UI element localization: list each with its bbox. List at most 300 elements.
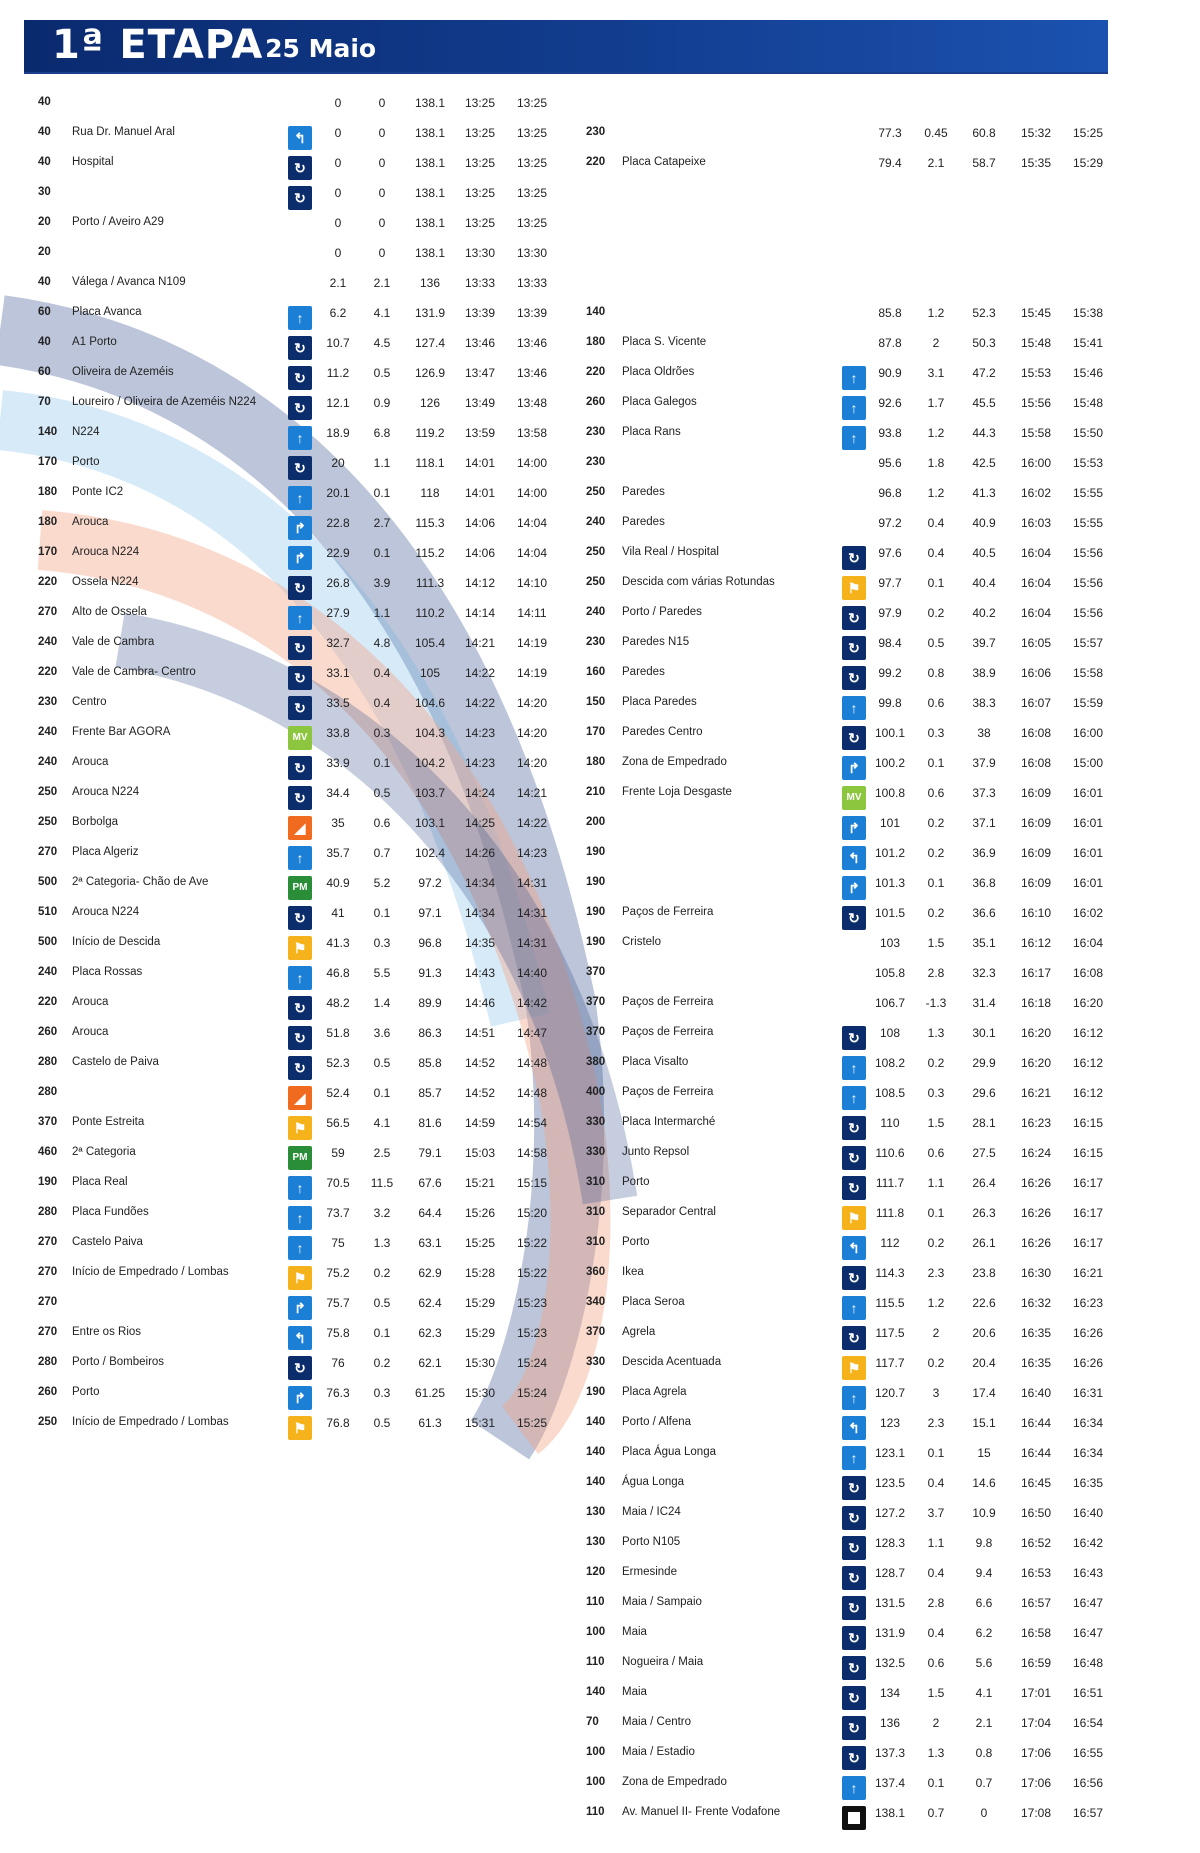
km-remaining: 9.4 xyxy=(975,1566,993,1580)
altitude: 230 xyxy=(586,636,606,648)
time-fast: 13:25 xyxy=(464,186,496,200)
location-name: Placa S. Vicente xyxy=(622,336,707,348)
km-covered: 99.2 xyxy=(878,666,902,680)
altitude: 310 xyxy=(586,1176,606,1188)
itinerary-row xyxy=(578,688,1138,718)
itinerary-row xyxy=(578,1408,1138,1438)
km-partial: 2 xyxy=(932,1326,940,1340)
time-fast: 16:08 xyxy=(1020,756,1052,770)
km-partial: 0.1 xyxy=(927,1206,945,1220)
itinerary-row xyxy=(578,328,1138,358)
time-slow: 13:25 xyxy=(516,96,548,110)
km-covered: 128.3 xyxy=(874,1536,906,1550)
time-fast: 14:52 xyxy=(464,1056,496,1070)
km-remaining: 0.7 xyxy=(975,1776,993,1790)
km-partial: 0.2 xyxy=(927,816,945,830)
itinerary-row xyxy=(24,928,584,958)
location-name: Placa Real xyxy=(72,1176,128,1188)
time-fast: 16:35 xyxy=(1020,1356,1052,1370)
location-name: Ponte IC2 xyxy=(72,486,124,498)
km-partial: 2.1 xyxy=(373,276,391,290)
altitude: 170 xyxy=(38,546,58,558)
km-partial: 0.1 xyxy=(373,546,391,560)
km-partial: 0.1 xyxy=(373,1086,391,1100)
sprint-icon: MV xyxy=(288,726,312,750)
km-remaining: 28.1 xyxy=(972,1116,996,1130)
time-fast: 16:45 xyxy=(1020,1476,1052,1490)
location-name: Arouca N224 xyxy=(72,546,140,558)
km-partial: 2.1 xyxy=(927,156,945,170)
time-slow: 15:15 xyxy=(516,1176,548,1190)
itinerary-row xyxy=(24,868,584,898)
km-remaining: 37.3 xyxy=(972,786,996,800)
time-slow: 15:22 xyxy=(516,1266,548,1280)
itinerary-row xyxy=(578,1558,1138,1588)
itinerary-row xyxy=(578,1798,1138,1828)
km-covered: 52.4 xyxy=(326,1086,350,1100)
itinerary-row xyxy=(578,1468,1138,1498)
location-name: Placa Rans xyxy=(622,426,681,438)
location-name: Vila Real / Hospital xyxy=(622,546,719,558)
roundabout-icon: ↻ xyxy=(288,366,312,390)
time-fast: 15:03 xyxy=(464,1146,496,1160)
itinerary-row xyxy=(24,268,584,298)
km-covered: 97.7 xyxy=(878,576,902,590)
km-remaining: 38 xyxy=(977,726,991,740)
roundabout-icon: ↻ xyxy=(842,1536,866,1560)
time-slow: 15:25 xyxy=(1072,126,1104,140)
time-slow: 13:58 xyxy=(516,426,548,440)
roundabout-icon: ↻ xyxy=(842,1656,866,1680)
km-partial: 1.2 xyxy=(927,1296,945,1310)
time-fast: 13:49 xyxy=(464,396,496,410)
km-partial: 0.7 xyxy=(927,1806,945,1820)
altitude: 190 xyxy=(586,906,606,918)
right-turn-icon: ↱ xyxy=(842,756,866,780)
km-partial: 0.4 xyxy=(927,546,945,560)
altitude: 190 xyxy=(586,1386,606,1398)
altitude: 250 xyxy=(586,486,606,498)
itinerary-row xyxy=(578,568,1138,598)
time-slow: 15:58 xyxy=(1072,666,1104,680)
time-fast: 16:03 xyxy=(1020,516,1052,530)
time-slow: 16:01 xyxy=(1072,786,1104,800)
time-slow: 16:01 xyxy=(1072,876,1104,890)
altitude: 400 xyxy=(586,1086,606,1098)
time-slow: 14:54 xyxy=(516,1116,548,1130)
time-fast: 14:51 xyxy=(464,1026,496,1040)
km-covered: 0 xyxy=(334,96,342,110)
km-remaining: 37.9 xyxy=(972,756,996,770)
altitude: 230 xyxy=(586,126,606,138)
altitude: 250 xyxy=(586,546,606,558)
time-slow: 15:50 xyxy=(1072,426,1104,440)
km-remaining: 44.3 xyxy=(972,426,996,440)
altitude: 180 xyxy=(38,486,58,498)
location-name: Entre os Rios xyxy=(72,1326,142,1338)
location-name: Arouca xyxy=(72,516,109,528)
itinerary-row xyxy=(578,1648,1138,1678)
roundabout-icon: ↻ xyxy=(288,576,312,600)
stage-title: 1ª ETAPA xyxy=(52,22,264,68)
km-partial: 0.1 xyxy=(927,876,945,890)
altitude: 510 xyxy=(38,906,58,918)
km-partial: 3.2 xyxy=(373,1206,391,1220)
title-banner xyxy=(24,20,1108,73)
km-remaining: 39.7 xyxy=(972,636,996,650)
itinerary-row xyxy=(578,718,1138,748)
left-turn-icon: ↰ xyxy=(842,846,866,870)
km-partial: 0.2 xyxy=(927,906,945,920)
altitude: 100 xyxy=(586,1746,606,1758)
warning-flag-icon: ⚑ xyxy=(288,1416,312,1440)
km-covered: 120.7 xyxy=(874,1386,906,1400)
location-name: Arouca N224 xyxy=(72,786,140,798)
altitude: 370 xyxy=(586,1326,606,1338)
roundabout-icon: ↻ xyxy=(842,726,866,750)
itinerary-row xyxy=(578,1108,1138,1138)
km-partial: 1.3 xyxy=(927,1026,945,1040)
time-slow: 13:33 xyxy=(516,276,548,290)
km-remaining: 20.6 xyxy=(972,1326,996,1340)
location-name: Placa Intermarché xyxy=(622,1116,716,1128)
hazard-icon: ◢ xyxy=(288,1086,312,1110)
itinerary-row xyxy=(24,1168,584,1198)
location-name: Descida com várias Rotundas xyxy=(622,576,775,588)
km-covered: 101.2 xyxy=(874,846,906,860)
roundabout-icon: ↻ xyxy=(842,1146,866,1170)
km-partial: 0 xyxy=(378,156,386,170)
km-covered: 76 xyxy=(331,1356,345,1370)
km-remaining: 5.6 xyxy=(975,1656,993,1670)
itinerary-row xyxy=(24,418,584,448)
time-fast: 16:09 xyxy=(1020,786,1052,800)
altitude: 190 xyxy=(586,876,606,888)
km-partial: 2.8 xyxy=(927,966,945,980)
km-covered: 87.8 xyxy=(878,336,902,350)
time-slow: 16:57 xyxy=(1072,1806,1104,1820)
time-slow: 13:25 xyxy=(516,186,548,200)
km-partial: 3.9 xyxy=(373,576,391,590)
km-partial: 0.5 xyxy=(927,636,945,650)
itinerary-row xyxy=(578,1438,1138,1468)
itinerary-row xyxy=(578,1318,1138,1348)
time-slow: 16:01 xyxy=(1072,846,1104,860)
time-slow: 16:31 xyxy=(1072,1386,1104,1400)
km-remaining: 42.5 xyxy=(972,456,996,470)
km-partial: 1.7 xyxy=(927,396,945,410)
altitude: 500 xyxy=(38,936,58,948)
km-covered: 137.3 xyxy=(874,1746,906,1760)
location-name: Oliveira de Azeméis xyxy=(72,366,174,378)
km-remaining: 38.9 xyxy=(972,666,996,680)
km-partial: 1.4 xyxy=(373,996,391,1010)
time-fast: 16:00 xyxy=(1020,456,1052,470)
altitude: 150 xyxy=(586,696,606,708)
location-name: Centro xyxy=(72,696,107,708)
location-name: Paços de Ferreira xyxy=(622,1086,714,1098)
km-partial: 0.2 xyxy=(927,1356,945,1370)
km-covered: 110 xyxy=(880,1116,900,1130)
itinerary-row xyxy=(578,1198,1138,1228)
km-covered: 27.9 xyxy=(326,606,350,620)
altitude: 220 xyxy=(586,156,606,168)
time-fast: 13:59 xyxy=(464,426,496,440)
time-fast: 15:58 xyxy=(1020,426,1052,440)
km-covered: 76.8 xyxy=(326,1416,350,1430)
time-fast: 14:25 xyxy=(464,816,496,830)
itinerary-row xyxy=(578,1618,1138,1648)
km-partial: 6.8 xyxy=(373,426,391,440)
straight-arrow-icon: ↑ xyxy=(842,696,866,720)
location-name: Paços de Ferreira xyxy=(622,1026,714,1038)
altitude: 220 xyxy=(38,996,58,1008)
time-fast: 15:48 xyxy=(1020,336,1052,350)
time-slow: 13:25 xyxy=(516,156,548,170)
altitude: 140 xyxy=(586,1476,606,1488)
itinerary-row xyxy=(578,1288,1138,1318)
altitude: 100 xyxy=(586,1776,606,1788)
km-partial: 0.1 xyxy=(373,906,391,920)
km-partial: -1.3 xyxy=(925,996,947,1010)
km-covered: 41.3 xyxy=(326,936,350,950)
altitude: 240 xyxy=(38,756,58,768)
km-remaining: 136 xyxy=(419,276,441,290)
time-slow: 16:47 xyxy=(1072,1626,1104,1640)
warning-flag-icon: ⚑ xyxy=(288,936,312,960)
km-covered: 123.1 xyxy=(874,1446,906,1460)
time-slow: 14:00 xyxy=(516,456,548,470)
km-covered: 90.9 xyxy=(878,366,902,380)
itinerary-row xyxy=(578,208,1138,238)
time-fast: 15:32 xyxy=(1020,126,1052,140)
location-name: Placa Seroa xyxy=(622,1296,685,1308)
time-slow: 15:23 xyxy=(516,1296,548,1310)
itinerary-row xyxy=(578,1138,1138,1168)
altitude: 240 xyxy=(586,516,606,528)
location-name: A1 Porto xyxy=(72,336,117,348)
time-slow: 16:51 xyxy=(1072,1686,1104,1700)
altitude: 110 xyxy=(586,1806,605,1818)
km-covered: 96.8 xyxy=(878,486,902,500)
itinerary-left-column xyxy=(24,88,584,1438)
location-name: Maia / Centro xyxy=(622,1716,692,1728)
altitude: 100 xyxy=(586,1626,606,1638)
time-slow: 14:21 xyxy=(516,786,548,800)
km-partial: 1.3 xyxy=(373,1236,391,1250)
itinerary-row xyxy=(578,148,1138,178)
km-remaining: 23.8 xyxy=(972,1266,996,1280)
itinerary-row xyxy=(24,1228,584,1258)
itinerary-row xyxy=(24,628,584,658)
time-fast: 16:20 xyxy=(1020,1026,1052,1040)
km-remaining: 50.3 xyxy=(972,336,996,350)
km-remaining: 58.7 xyxy=(972,156,996,170)
itinerary-row xyxy=(24,208,584,238)
left-turn-icon: ↰ xyxy=(288,1326,312,1350)
itinerary-row xyxy=(24,538,584,568)
time-slow: 15:22 xyxy=(516,1236,548,1250)
time-fast: 14:46 xyxy=(464,996,496,1010)
itinerary-row xyxy=(578,88,1138,118)
km-partial: 0.5 xyxy=(373,1056,391,1070)
location-name: Maia xyxy=(622,1626,647,1638)
itinerary-row xyxy=(578,178,1138,208)
time-fast: 15:29 xyxy=(464,1296,496,1310)
km-remaining: 40.9 xyxy=(972,516,996,530)
km-partial: 0.4 xyxy=(927,1626,945,1640)
location-name: Porto xyxy=(622,1176,650,1188)
km-covered: 76.3 xyxy=(326,1386,350,1400)
km-partial: 1.5 xyxy=(927,936,945,950)
km-remaining: 118 xyxy=(420,486,440,500)
location-name: Arouca xyxy=(72,756,109,768)
km-partial: 4.8 xyxy=(373,636,391,650)
location-name: Placa Avanca xyxy=(72,306,142,318)
itinerary-row xyxy=(578,1168,1138,1198)
time-fast: 13:25 xyxy=(464,96,496,110)
altitude: 500 xyxy=(38,876,58,888)
km-partial: 0.2 xyxy=(373,1356,391,1370)
itinerary-row xyxy=(578,268,1138,298)
altitude: 460 xyxy=(38,1146,58,1158)
roundabout-icon: ↻ xyxy=(842,1716,866,1740)
time-slow: 14:04 xyxy=(516,516,548,530)
km-covered: 108 xyxy=(879,1026,901,1040)
km-remaining: 131.9 xyxy=(414,306,446,320)
roundabout-icon: ↻ xyxy=(842,1686,866,1710)
time-slow: 14:31 xyxy=(516,906,548,920)
time-slow: 15:57 xyxy=(1072,636,1104,650)
time-slow: 15:23 xyxy=(516,1326,548,1340)
km-covered: 100.8 xyxy=(874,786,906,800)
time-slow: 16:20 xyxy=(1072,996,1104,1010)
altitude: 310 xyxy=(586,1236,606,1248)
time-fast: 16:07 xyxy=(1020,696,1052,710)
km-remaining: 62.3 xyxy=(418,1326,442,1340)
altitude: 40 xyxy=(38,96,51,108)
altitude: 220 xyxy=(38,666,58,678)
location-name: Hospital xyxy=(72,156,114,168)
time-slow: 14:19 xyxy=(516,636,548,650)
location-name: Porto xyxy=(72,1386,100,1398)
roundabout-icon: ↻ xyxy=(842,546,866,570)
location-name: Frente Bar AGORA xyxy=(72,726,171,738)
km-covered: 73.7 xyxy=(326,1206,350,1220)
km-covered: 117.5 xyxy=(875,1326,905,1340)
km-remaining: 115.3 xyxy=(415,516,445,530)
time-fast: 15:28 xyxy=(464,1266,496,1280)
km-remaining: 81.6 xyxy=(418,1116,442,1130)
km-remaining: 60.8 xyxy=(972,126,996,140)
itinerary-row xyxy=(24,1078,584,1108)
location-name: Porto xyxy=(622,1236,650,1248)
time-slow: 14:10 xyxy=(516,576,548,590)
km-remaining: 138.1 xyxy=(414,216,446,230)
altitude: 220 xyxy=(586,366,606,378)
time-fast: 15:53 xyxy=(1020,366,1052,380)
time-slow: 14:22 xyxy=(516,816,548,830)
km-remaining: 0.8 xyxy=(975,1746,993,1760)
km-remaining: 27.5 xyxy=(972,1146,996,1160)
time-fast: 15:25 xyxy=(464,1236,496,1250)
altitude: 70 xyxy=(586,1716,599,1728)
time-slow: 15:41 xyxy=(1072,336,1104,350)
km-remaining: 105.4 xyxy=(414,636,446,650)
altitude: 250 xyxy=(38,1416,58,1428)
km-covered: 40.9 xyxy=(326,876,350,890)
roundabout-icon: ↻ xyxy=(288,1356,312,1380)
itinerary-row xyxy=(578,298,1138,328)
divider xyxy=(24,72,1108,74)
time-fast: 14:59 xyxy=(464,1116,496,1130)
time-slow: 16:08 xyxy=(1072,966,1104,980)
km-remaining: 52.3 xyxy=(972,306,996,320)
km-partial: 4.5 xyxy=(373,336,391,350)
location-name: Porto / Alfena xyxy=(622,1416,692,1428)
time-fast: 14:06 xyxy=(464,516,496,530)
km-remaining: 96.8 xyxy=(418,936,442,950)
altitude: 40 xyxy=(38,156,51,168)
time-fast: 16:20 xyxy=(1020,1056,1052,1070)
time-slow: 14:47 xyxy=(516,1026,548,1040)
altitude: 210 xyxy=(586,786,606,798)
km-covered: 10.7 xyxy=(326,336,350,350)
km-partial: 0.6 xyxy=(927,1656,945,1670)
location-name: Porto N105 xyxy=(622,1536,681,1548)
time-fast: 16:09 xyxy=(1020,876,1052,890)
altitude: 20 xyxy=(38,216,51,228)
km-covered: 20.1 xyxy=(326,486,350,500)
time-slow: 16:21 xyxy=(1072,1266,1104,1280)
time-fast: 16:59 xyxy=(1020,1656,1052,1670)
time-fast: 16:50 xyxy=(1020,1506,1052,1520)
km-partial: 1.2 xyxy=(927,426,945,440)
location-name: Ermesinde xyxy=(622,1566,677,1578)
itinerary-row xyxy=(578,928,1138,958)
km-remaining: 111.3 xyxy=(415,576,445,590)
km-partial: 2.5 xyxy=(373,1146,391,1160)
roundabout-icon: ↻ xyxy=(288,696,312,720)
time-fast: 14:26 xyxy=(464,846,496,860)
km-remaining: 32.3 xyxy=(972,966,996,980)
time-fast: 16:26 xyxy=(1020,1236,1052,1250)
km-covered: 105.8 xyxy=(874,966,906,980)
km-remaining: 119.2 xyxy=(415,426,445,440)
km-covered: 111.8 xyxy=(875,1206,905,1220)
km-partial: 0.2 xyxy=(373,1266,391,1280)
itinerary-row xyxy=(24,88,584,118)
time-slow: 16:42 xyxy=(1072,1536,1104,1550)
itinerary-row xyxy=(24,178,584,208)
time-slow: 16:00 xyxy=(1072,726,1104,740)
altitude: 250 xyxy=(586,576,606,588)
time-fast: 16:17 xyxy=(1020,966,1052,980)
time-fast: 13:30 xyxy=(464,246,496,260)
itinerary-row xyxy=(24,478,584,508)
altitude: 230 xyxy=(586,456,606,468)
location-name: Maia / Sampaio xyxy=(622,1596,702,1608)
km-partial: 0.3 xyxy=(927,1086,945,1100)
altitude: 180 xyxy=(586,336,606,348)
itinerary-row xyxy=(24,958,584,988)
km-remaining: 15.1 xyxy=(972,1416,996,1430)
roundabout-icon: ↻ xyxy=(842,1176,866,1200)
km-covered: 131.5 xyxy=(874,1596,906,1610)
time-fast: 16:32 xyxy=(1020,1296,1052,1310)
km-covered: 132.5 xyxy=(874,1656,906,1670)
time-fast: 13:33 xyxy=(464,276,496,290)
